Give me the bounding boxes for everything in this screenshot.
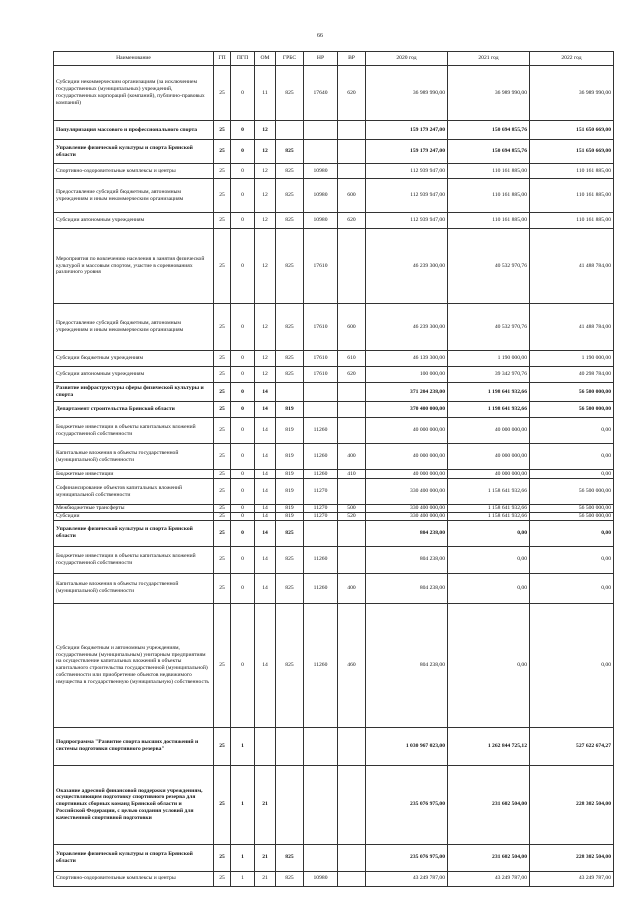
cell-pgp: 0 (231, 603, 255, 727)
cell-nr: 17640 (304, 66, 338, 121)
cell-vr (338, 418, 366, 444)
cell-y2020: 40 000 000,00 (366, 418, 448, 444)
cell-nr: 17610 (304, 304, 338, 351)
cell-om: 14 (255, 546, 276, 573)
cell-grbs: 825 (276, 351, 304, 367)
cell-grbs: 825 (276, 304, 304, 351)
cell-y2021: 43 249 787,00 (448, 871, 530, 886)
cell-pgp: 0 (231, 505, 255, 513)
cell-y2020: 112 939 947,00 (366, 164, 448, 179)
cell-name: Субсидии автономным учреждениям (54, 213, 214, 229)
cell-y2022: 110 161 885,00 (530, 179, 614, 213)
cell-vr (338, 765, 366, 844)
cell-gp: 25 (214, 213, 231, 229)
cell-name: Мероприятия по вовлечению населения в занятия физической культурой и массовым спортом, участие в соревнованиях различного уровня (54, 229, 214, 304)
cell-y2021: 1 158 641 932,66 (448, 512, 530, 520)
cell-name: Субсидии автономным учреждениям (54, 367, 214, 383)
cell-y2022: 1 190 000,00 (530, 351, 614, 367)
table-row (54, 402, 614, 418)
cell-y2022: 0,00 (530, 573, 614, 603)
table-header-row (54, 52, 614, 66)
cell-om: 14 (255, 603, 276, 727)
cell-grbs: 825 (276, 546, 304, 573)
table-row (54, 512, 614, 520)
cell-om: 14 (255, 573, 276, 603)
cell-name: Управление физической культуры и спорта Брянской области (54, 520, 214, 546)
cell-gp: 25 (214, 402, 231, 418)
cell-gp: 25 (214, 844, 231, 871)
cell-om: 12 (255, 121, 276, 140)
col-header-om: ОМ (255, 52, 276, 66)
cell-y2020: 112 939 947,00 (366, 213, 448, 229)
cell-y2021: 40 532 970,76 (448, 229, 530, 304)
cell-pgp: 1 (231, 844, 255, 871)
cell-gp: 25 (214, 383, 231, 402)
table-row (54, 383, 614, 402)
cell-y2021: 1 158 641 932,66 (448, 479, 530, 505)
cell-om (255, 727, 276, 765)
cell-nr (304, 765, 338, 844)
cell-y2021: 0,00 (448, 573, 530, 603)
cell-pgp: 0 (231, 66, 255, 121)
col-header-pgp: ПГП (231, 52, 255, 66)
cell-nr: 10980 (304, 179, 338, 213)
cell-y2022: 0,00 (530, 444, 614, 470)
cell-gp: 25 (214, 470, 231, 479)
cell-pgp: 0 (231, 367, 255, 383)
cell-nr: 11260 (304, 546, 338, 573)
cell-grbs: 825 (276, 844, 304, 871)
cell-pgp: 0 (231, 140, 255, 164)
cell-vr (338, 520, 366, 546)
cell-y2022: 41 488 784,00 (530, 304, 614, 351)
cell-gp: 25 (214, 765, 231, 844)
cell-y2020: 40 000 000,00 (366, 444, 448, 470)
cell-pgp: 0 (231, 213, 255, 229)
cell-gp: 25 (214, 520, 231, 546)
cell-vr: 620 (338, 66, 366, 121)
cell-grbs (276, 727, 304, 765)
cell-y2020: 370 400 000,00 (366, 402, 448, 418)
cell-grbs: 825 (276, 367, 304, 383)
cell-name: Оказание адресной финансовой поддержки учреждениям, осуществляющим подготовку спортивного резерва для спортивных сборных команд Брянской области и Российской Федерации, с целью создания условий для качественной спортивной подготовки (54, 765, 214, 844)
table-row (54, 573, 614, 603)
cell-name: Развитие инфраструктуры сферы физической культуры и спорта (54, 383, 214, 402)
cell-nr: 11270 (304, 479, 338, 505)
cell-y2020: 112 939 947,00 (366, 179, 448, 213)
cell-om: 12 (255, 229, 276, 304)
cell-om: 14 (255, 520, 276, 546)
cell-y2021: 0,00 (448, 603, 530, 727)
cell-pgp: 0 (231, 479, 255, 505)
cell-vr: 410 (338, 470, 366, 479)
cell-y2022: 527 622 674,27 (530, 727, 614, 765)
table-row (54, 229, 614, 304)
cell-vr: 500 (338, 505, 366, 513)
cell-grbs: 825 (276, 871, 304, 886)
cell-om: 12 (255, 351, 276, 367)
cell-om: 12 (255, 367, 276, 383)
col-header-grbs: ГРБС (276, 52, 304, 66)
cell-vr (338, 546, 366, 573)
cell-grbs: 819 (276, 505, 304, 513)
cell-y2022: 228 302 504,00 (530, 844, 614, 871)
cell-grbs: 819 (276, 479, 304, 505)
cell-name: Департамент строительства Брянской области (54, 402, 214, 418)
table-row (54, 140, 614, 164)
cell-y2020: 330 400 000,00 (366, 505, 448, 513)
cell-y2020: 804 238,00 (366, 573, 448, 603)
cell-y2022: 40 298 784,00 (530, 367, 614, 383)
cell-y2020: 330 400 000,00 (366, 479, 448, 505)
cell-y2022: 228 302 504,00 (530, 765, 614, 844)
cell-om: 12 (255, 304, 276, 351)
cell-vr (338, 871, 366, 886)
table-row (54, 66, 614, 121)
cell-grbs: 825 (276, 140, 304, 164)
cell-nr: 11260 (304, 573, 338, 603)
cell-om: 14 (255, 479, 276, 505)
cell-y2022: 110 161 885,00 (530, 213, 614, 229)
cell-nr: 11260 (304, 470, 338, 479)
cell-y2020: 235 076 975,00 (366, 844, 448, 871)
cell-nr: 10980 (304, 213, 338, 229)
cell-om: 14 (255, 505, 276, 513)
cell-om: 14 (255, 444, 276, 470)
cell-y2020: 43 249 787,00 (366, 871, 448, 886)
cell-name: Субсидии бюджетным учреждениям (54, 351, 214, 367)
col-header-nr: НР (304, 52, 338, 66)
cell-nr: 11270 (304, 512, 338, 520)
col-header-2020: 2020 год (366, 52, 448, 66)
cell-grbs (276, 765, 304, 844)
cell-y2022: 56 500 000,00 (530, 383, 614, 402)
cell-gp: 25 (214, 546, 231, 573)
cell-name: Предоставление субсидий бюджетным, автономным учреждениям и иным некоммерческим организациям (54, 179, 214, 213)
cell-name: Подпрограмма "Развитие спорта высших достижений и системы подготовки спортивного резерва" (54, 727, 214, 765)
cell-y2020: 371 204 238,00 (366, 383, 448, 402)
cell-pgp: 0 (231, 304, 255, 351)
cell-pgp: 0 (231, 546, 255, 573)
cell-name: Управление физической культуры и спорта Брянской области (54, 140, 214, 164)
cell-y2021: 40 532 970,76 (448, 304, 530, 351)
cell-name: Бюджетные инвестиции (54, 470, 214, 479)
cell-pgp: 0 (231, 512, 255, 520)
cell-grbs: 825 (276, 213, 304, 229)
table-row (54, 603, 614, 727)
table-row (54, 844, 614, 871)
cell-y2020: 804 238,00 (366, 546, 448, 573)
cell-y2021: 150 694 855,76 (448, 121, 530, 140)
cell-pgp: 1 (231, 727, 255, 765)
cell-nr: 11260 (304, 444, 338, 470)
cell-y2021: 40 000 000,00 (448, 444, 530, 470)
cell-y2021: 39 342 970,76 (448, 367, 530, 383)
cell-vr: 460 (338, 603, 366, 727)
cell-y2021: 40 000 000,00 (448, 418, 530, 444)
cell-om: 12 (255, 140, 276, 164)
table-row (54, 470, 614, 479)
cell-nr (304, 121, 338, 140)
cell-name: Спортивно-оздоровительные комплексы и центры (54, 164, 214, 179)
table-row (54, 164, 614, 179)
cell-y2022: 41 488 784,00 (530, 229, 614, 304)
cell-gp: 25 (214, 727, 231, 765)
cell-vr (338, 121, 366, 140)
cell-pgp: 0 (231, 573, 255, 603)
cell-vr (338, 844, 366, 871)
cell-y2020: 46 239 300,00 (366, 304, 448, 351)
cell-vr: 620 (338, 213, 366, 229)
cell-gp: 25 (214, 367, 231, 383)
cell-pgp: 0 (231, 121, 255, 140)
cell-pgp: 0 (231, 164, 255, 179)
cell-y2020: 159 179 247,00 (366, 140, 448, 164)
cell-nr: 11270 (304, 505, 338, 513)
cell-grbs: 819 (276, 418, 304, 444)
cell-gp: 25 (214, 351, 231, 367)
cell-gp: 25 (214, 871, 231, 886)
cell-gp: 25 (214, 418, 231, 444)
cell-y2020: 46 239 300,00 (366, 229, 448, 304)
cell-name: Капитальные вложения в объекты государственной (муниципальной) собственности (54, 444, 214, 470)
cell-pgp: 0 (231, 383, 255, 402)
cell-nr (304, 520, 338, 546)
cell-pgp: 0 (231, 229, 255, 304)
cell-nr: 10980 (304, 164, 338, 179)
cell-y2022: 0,00 (530, 418, 614, 444)
cell-y2020: 804 238,00 (366, 520, 448, 546)
cell-om: 21 (255, 871, 276, 886)
cell-nr: 11260 (304, 418, 338, 444)
cell-grbs: 819 (276, 444, 304, 470)
cell-vr: 600 (338, 179, 366, 213)
cell-vr: 610 (338, 351, 366, 367)
cell-nr: 10980 (304, 871, 338, 886)
cell-nr (304, 140, 338, 164)
cell-nr (304, 844, 338, 871)
cell-y2022: 56 500 000,00 (530, 505, 614, 513)
cell-y2020: 100 000,00 (366, 367, 448, 383)
cell-nr: 17610 (304, 351, 338, 367)
cell-y2021: 1 198 641 932,66 (448, 383, 530, 402)
cell-grbs: 825 (276, 66, 304, 121)
table-row (54, 479, 614, 505)
cell-y2021: 110 161 885,00 (448, 213, 530, 229)
cell-pgp: 0 (231, 418, 255, 444)
cell-y2021: 0,00 (448, 546, 530, 573)
cell-gp: 25 (214, 179, 231, 213)
cell-name: Бюджетные инвестиции в объекты капитальных вложений государственной собственности (54, 546, 214, 573)
cell-gp: 25 (214, 505, 231, 513)
cell-nr (304, 402, 338, 418)
cell-nr: 17610 (304, 229, 338, 304)
table-row (54, 351, 614, 367)
cell-om: 12 (255, 213, 276, 229)
cell-y2021: 0,00 (448, 520, 530, 546)
cell-vr (338, 479, 366, 505)
cell-name: Капитальные вложения в объекты государственной (муниципальной) собственности (54, 573, 214, 603)
table-row (54, 304, 614, 351)
cell-grbs: 819 (276, 402, 304, 418)
cell-om: 14 (255, 402, 276, 418)
cell-name: Субсидии бюджетным и автономным учреждениям, государственным (муниципальным) унитарным предприятиям на осуществление капитальных вложений в объекты капитального строительства государственной (муниципальной) собственности или приобретение объектов недвижимого имущества в государственную (муниципальную) собственность (54, 603, 214, 727)
cell-y2021: 40 000 000,00 (448, 470, 530, 479)
cell-pgp: 0 (231, 402, 255, 418)
table-row (54, 444, 614, 470)
cell-name: Софинансирование объектов капитальных вложений муниципальной собственности (54, 479, 214, 505)
cell-y2020: 235 076 975,00 (366, 765, 448, 844)
cell-name: Спортивно-оздоровительные комплексы и центры (54, 871, 214, 886)
cell-y2021: 110 161 885,00 (448, 179, 530, 213)
cell-y2021: 1 198 641 932,66 (448, 402, 530, 418)
cell-y2022: 43 249 787,00 (530, 871, 614, 886)
cell-vr (338, 140, 366, 164)
cell-vr (338, 164, 366, 179)
cell-y2020: 159 179 247,00 (366, 121, 448, 140)
cell-nr (304, 383, 338, 402)
table-row (54, 520, 614, 546)
cell-y2022: 56 500 000,00 (530, 512, 614, 520)
cell-om: 11 (255, 66, 276, 121)
cell-y2022: 0,00 (530, 520, 614, 546)
cell-name: Межбюджетные трансферты (54, 505, 214, 513)
cell-om: 14 (255, 418, 276, 444)
cell-y2021: 231 602 504,00 (448, 765, 530, 844)
cell-name: Популяризация массового и профессионального спорта (54, 121, 214, 140)
cell-name: Предоставление субсидий бюджетным, автономным учреждениям и иным некоммерческим организациям (54, 304, 214, 351)
cell-pgp: 0 (231, 520, 255, 546)
cell-pgp: 1 (231, 871, 255, 886)
cell-vr: 600 (338, 304, 366, 351)
cell-grbs: 819 (276, 470, 304, 479)
cell-pgp: 1 (231, 765, 255, 844)
cell-y2020: 804 238,00 (366, 603, 448, 727)
col-header-name: Наименование (54, 52, 214, 66)
cell-y2021: 1 158 641 932,66 (448, 505, 530, 513)
cell-y2020: 330 400 000,00 (366, 512, 448, 520)
col-header-vr: ВР (338, 52, 366, 66)
cell-vr (338, 727, 366, 765)
cell-grbs (276, 383, 304, 402)
cell-gp: 25 (214, 164, 231, 179)
cell-y2021: 110 161 885,00 (448, 164, 530, 179)
cell-gp: 25 (214, 479, 231, 505)
cell-gp: 25 (214, 444, 231, 470)
cell-grbs (276, 121, 304, 140)
cell-om: 14 (255, 470, 276, 479)
cell-y2020: 36 989 990,00 (366, 66, 448, 121)
budget-table (53, 51, 614, 887)
cell-gp: 25 (214, 229, 231, 304)
cell-y2022: 0,00 (530, 470, 614, 479)
cell-gp: 25 (214, 121, 231, 140)
cell-gp: 25 (214, 573, 231, 603)
cell-grbs: 819 (276, 512, 304, 520)
cell-y2020: 1 030 967 023,00 (366, 727, 448, 765)
cell-nr: 17610 (304, 367, 338, 383)
cell-grbs: 825 (276, 520, 304, 546)
cell-y2021: 1 262 844 725,12 (448, 727, 530, 765)
cell-nr (304, 727, 338, 765)
cell-y2020: 40 000 000,00 (366, 470, 448, 479)
cell-y2022: 0,00 (530, 603, 614, 727)
cell-gp: 25 (214, 512, 231, 520)
table-row (54, 871, 614, 886)
cell-om: 14 (255, 383, 276, 402)
cell-om: 12 (255, 179, 276, 213)
cell-pgp: 0 (231, 179, 255, 213)
table-row (54, 418, 614, 444)
cell-name: Субсидии (54, 512, 214, 520)
col-header-2021: 2021 год (448, 52, 530, 66)
cell-vr (338, 383, 366, 402)
cell-om: 14 (255, 512, 276, 520)
cell-y2022: 56 500 000,00 (530, 479, 614, 505)
cell-y2022: 151 650 669,00 (530, 121, 614, 140)
cell-vr (338, 229, 366, 304)
table-row (54, 367, 614, 383)
cell-vr: 400 (338, 573, 366, 603)
cell-grbs: 825 (276, 603, 304, 727)
cell-grbs: 825 (276, 573, 304, 603)
table-row (54, 505, 614, 513)
cell-vr: 520 (338, 512, 366, 520)
col-header-2022: 2022 год (530, 52, 614, 66)
cell-y2022: 110 161 885,00 (530, 164, 614, 179)
cell-gp: 25 (214, 304, 231, 351)
cell-gp: 25 (214, 140, 231, 164)
cell-y2022: 0,00 (530, 546, 614, 573)
cell-name: Бюджетные инвестиции в объекты капитальных вложений государственной собственности (54, 418, 214, 444)
table-row (54, 546, 614, 573)
cell-vr: 400 (338, 444, 366, 470)
cell-vr: 620 (338, 367, 366, 383)
cell-y2021: 231 602 504,00 (448, 844, 530, 871)
cell-pgp: 0 (231, 444, 255, 470)
cell-pgp: 0 (231, 470, 255, 479)
cell-om: 21 (255, 844, 276, 871)
cell-y2020: 46 139 300,00 (366, 351, 448, 367)
table-row (54, 121, 614, 140)
cell-om: 12 (255, 164, 276, 179)
cell-grbs: 825 (276, 164, 304, 179)
cell-name: Субсидии некоммерческим организациям (за исключением государственных (муниципальных) учреждений, государственных корпораций (компаний), публично-правовых компаний) (54, 66, 214, 121)
cell-y2021: 150 694 855,76 (448, 140, 530, 164)
cell-grbs: 825 (276, 179, 304, 213)
cell-pgp: 0 (231, 351, 255, 367)
cell-grbs: 825 (276, 229, 304, 304)
cell-y2022: 36 989 990,00 (530, 66, 614, 121)
table-row (54, 213, 614, 229)
col-header-gp: ГП (214, 52, 231, 66)
table-row (54, 765, 614, 844)
cell-y2021: 1 190 000,00 (448, 351, 530, 367)
cell-nr: 11260 (304, 603, 338, 727)
cell-y2022: 151 650 669,00 (530, 140, 614, 164)
cell-name: Управление физической культуры и спорта Брянской области (54, 844, 214, 871)
table-row (54, 727, 614, 765)
cell-gp: 25 (214, 603, 231, 727)
cell-gp: 25 (214, 66, 231, 121)
cell-om: 21 (255, 765, 276, 844)
cell-vr (338, 402, 366, 418)
page-number: 66 (317, 33, 323, 39)
cell-y2021: 36 989 990,00 (448, 66, 530, 121)
table-row (54, 179, 614, 213)
cell-y2022: 56 500 000,00 (530, 402, 614, 418)
